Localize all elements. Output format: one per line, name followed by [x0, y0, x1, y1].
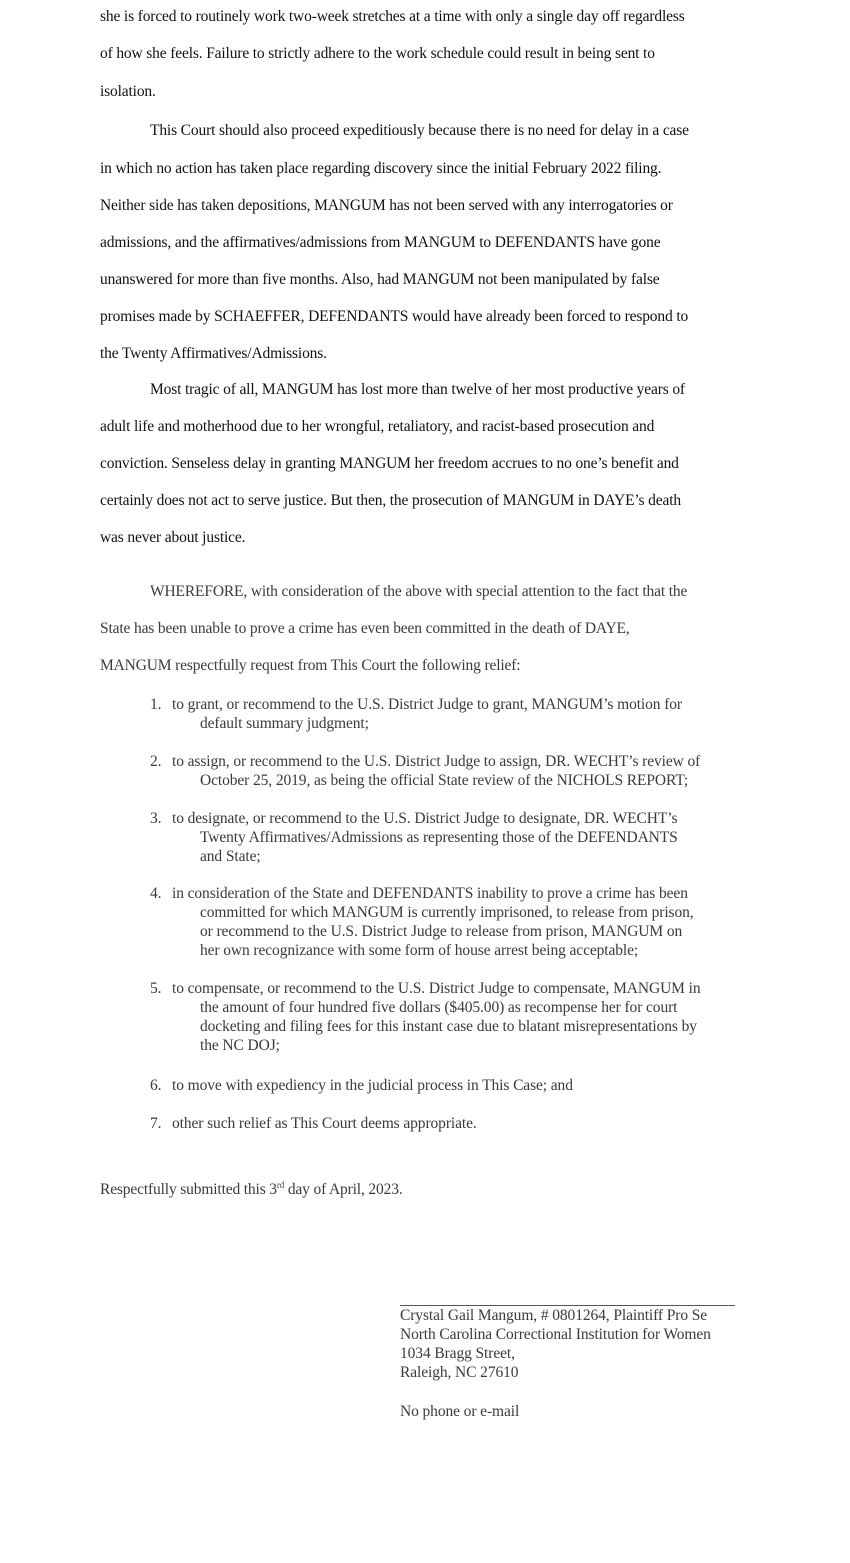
paragraph-line: certainly does not act to serve justice. But then, the prosecution of MANGUM in DAYE’s death: [100, 492, 681, 509]
relief-item-number: 5.: [150, 980, 162, 997]
paragraph-line: she is forced to routinely work two-week stretches at a time with only a single day off regardless: [100, 8, 685, 25]
relief-item-text: to compensate, or recommend to the U.S. District Judge to compensate, MANGUM in: [172, 980, 701, 997]
relief-item-number: 3.: [150, 810, 162, 827]
relief-item-text: Twenty Affirmatives/Admissions as representing those of the DEFENDANTS: [200, 829, 678, 846]
relief-item-number: 1.: [150, 696, 162, 713]
paragraph-line: the Twenty Affirmatives/Admissions.: [100, 345, 327, 362]
relief-item-text: or recommend to the U.S. District Judge to release from prison, MANGUM on: [200, 923, 683, 940]
submission-prefix: Respectfully submitted this 3: [100, 1181, 277, 1198]
relief-item-text: to designate, or recommend to the U.S. District Judge to designate, DR. WECHT’s: [172, 810, 678, 827]
relief-item-number: 2.: [150, 753, 162, 770]
paragraph-line: WHEREFORE, with consideration of the above with special attention to the fact that the: [150, 583, 688, 600]
relief-item-number: 6.: [150, 1077, 162, 1094]
relief-item-text: and State;: [200, 848, 261, 865]
relief-item-text: in consideration of the State and DEFENDANTS inability to prove a crime has been: [172, 885, 688, 902]
paragraph-line: isolation.: [100, 83, 156, 100]
relief-item-text: other such relief as This Court deems appropriate.: [172, 1115, 477, 1132]
relief-item-text: committed for which MANGUM is currently imprisoned, to release from prison,: [200, 904, 694, 921]
paragraph-line: adult life and motherhood due to her wrongful, retaliatory, and racist-based prosecution and: [100, 418, 655, 435]
signature-line: [400, 1305, 735, 1306]
relief-item-number: 7.: [150, 1115, 162, 1132]
relief-item-text: to grant, or recommend to the U.S. District Judge to grant, MANGUM’s motion for: [172, 696, 682, 713]
signature-city: Raleigh, NC 27610: [400, 1364, 519, 1381]
relief-item-text: to move with expediency in the judicial process in This Case; and: [172, 1077, 573, 1094]
paragraph-line: This Court should also proceed expeditiously because there is no need for delay in a case: [150, 122, 689, 139]
paragraph-line: conviction. Senseless delay in granting MANGUM her freedom accrues to no one’s benefit and: [100, 455, 679, 472]
relief-item-text: to assign, or recommend to the U.S. District Judge to assign, DR. WECHT’s review of: [172, 753, 701, 770]
relief-item-text: docketing and filing fees for this instant case due to blatant misrepresentations by: [200, 1018, 697, 1035]
paragraph-line: MANGUM respectfully request from This Court the following relief:: [100, 657, 521, 674]
relief-item-text: default summary judgment;: [200, 715, 369, 732]
signature-name: Crystal Gail Mangum, # 0801264, Plaintiff Pro Se: [400, 1307, 708, 1324]
signature-street: 1034 Bragg Street,: [400, 1345, 515, 1362]
paragraph-line: unanswered for more than five months. Also, had MANGUM not been manipulated by false: [100, 271, 660, 288]
paragraph-line: of how she feels. Failure to strictly adhere to the work schedule could result in being sent to: [100, 45, 655, 62]
relief-item-text: the NC DOJ;: [200, 1037, 280, 1054]
relief-item-text: the amount of four hundred five dollars ($405.00) as recompense her for court: [200, 999, 678, 1016]
signature-institution: North Carolina Correctional Institution for Women: [400, 1326, 711, 1343]
submission-suffix: day of April, 2023.: [284, 1181, 403, 1198]
submission-text: [100, 1181, 403, 1199]
paragraph-line: promises made by SCHAEFFER, DEFENDANTS would have already been forced to respond to: [100, 308, 689, 325]
relief-item-text: October 25, 2019, as being the official State review of the NICHOLS REPORT;: [200, 772, 689, 789]
paragraph-line: was never about justice.: [100, 529, 246, 546]
paragraph-line: State has been unable to prove a crime has even been committed in the death of DAYE,: [100, 620, 630, 637]
relief-item-text: her own recognizance with some form of house arrest being acceptable;: [200, 942, 639, 959]
signature-contact: No phone or e-mail: [400, 1403, 520, 1420]
paragraph-line: in which no action has taken place regarding discovery since the initial February 2022 filing.: [100, 160, 662, 177]
ordinal-suffix: rd: [276, 1180, 285, 1190]
paragraph-line: admissions, and the affirmatives/admissions from MANGUM to DEFENDANTS have gone: [100, 234, 661, 251]
paragraph-line: Neither side has taken depositions, MANGUM has not been served with any interrogatories or: [100, 197, 673, 214]
relief-item-number: 4.: [150, 885, 162, 902]
paragraph-line: Most tragic of all, MANGUM has lost more than twelve of her most productive years of: [150, 381, 685, 398]
